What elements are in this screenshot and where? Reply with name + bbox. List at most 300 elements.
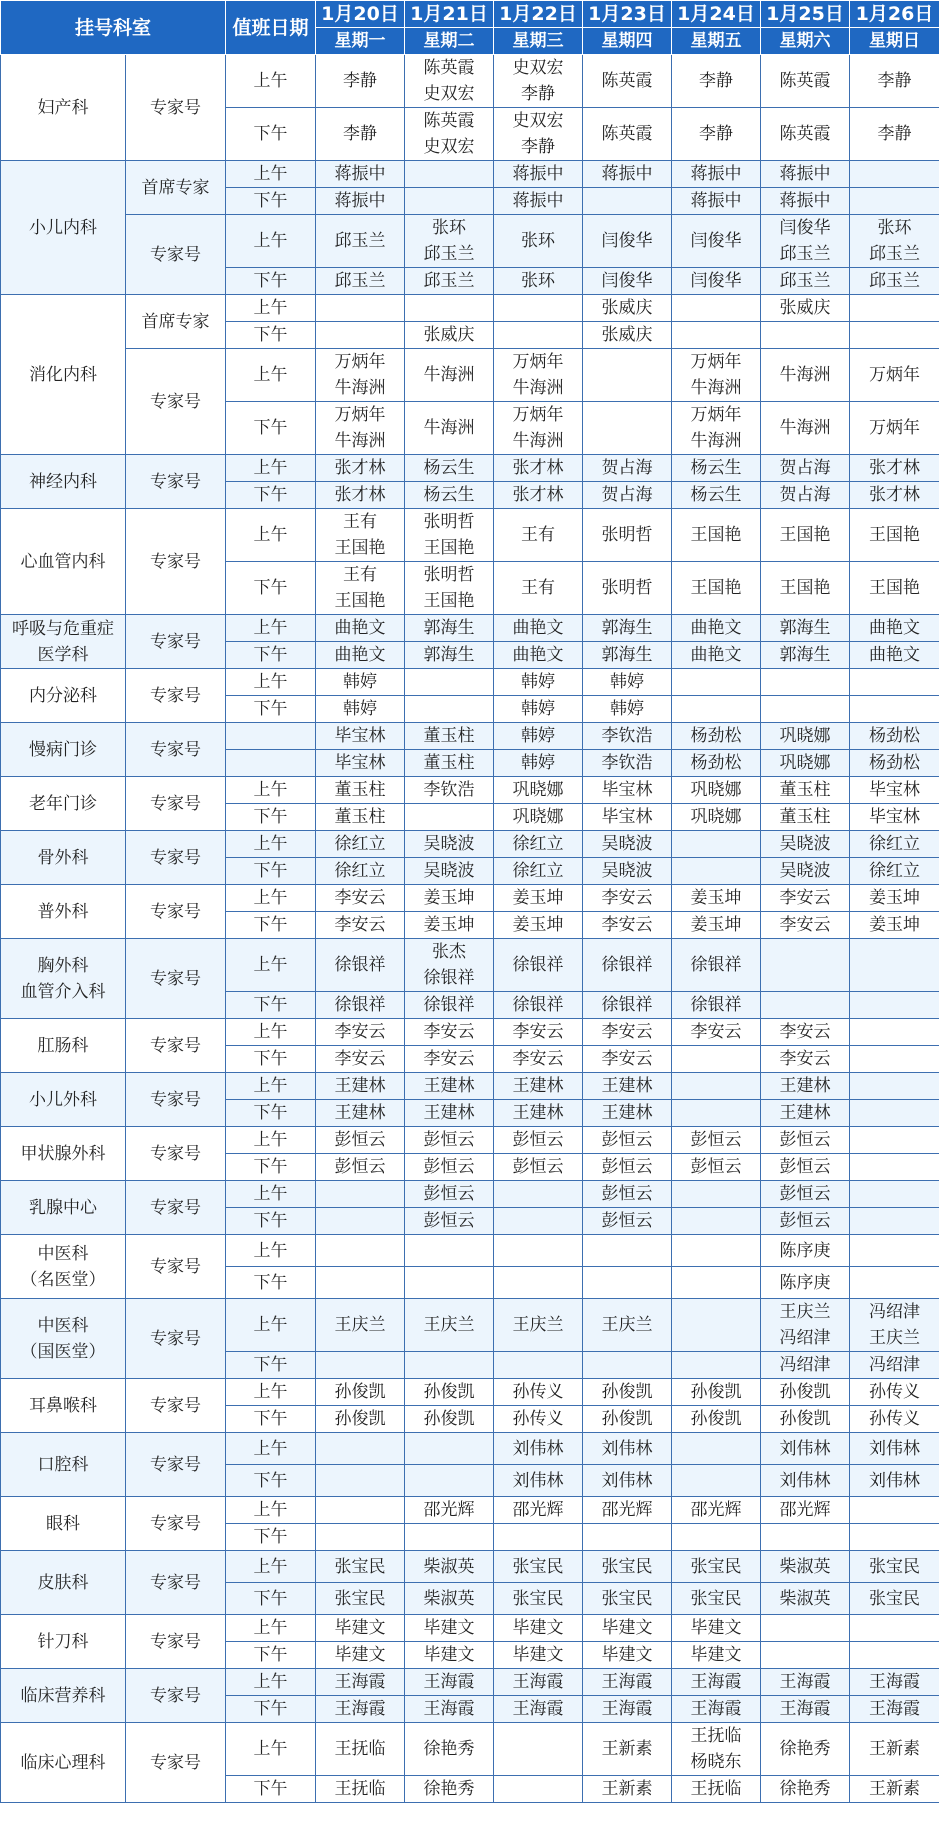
table-row <box>1 1615 939 1642</box>
doctor-cell <box>850 1181 939 1208</box>
doctor-cell: 王建林 <box>494 1073 583 1100</box>
doctor-cell: 邵光辉 <box>494 1497 583 1524</box>
table-row <box>1 1379 939 1406</box>
duty-period: 下午 <box>226 268 316 295</box>
doctor-cell: 张威庆 <box>405 322 494 349</box>
doctor-cell: 李安云 <box>316 1046 405 1073</box>
doctor-cell <box>672 1524 761 1551</box>
department-block <box>1 509 939 615</box>
doctor-cell: 柴淑英 <box>761 1551 850 1583</box>
doctor-cell: 彭恒云 <box>316 1127 405 1154</box>
doctor-cell: 董玉柱 <box>316 804 405 831</box>
doctor-cell: 徐艳秀 <box>405 1776 494 1803</box>
doctor-cell <box>405 1465 494 1497</box>
doctor-cell: 牛海洲 <box>405 402 494 455</box>
doctor-cell: 张才林 <box>494 455 583 482</box>
doctor-cell: 李安云 <box>761 912 850 939</box>
department-block <box>1 1181 939 1235</box>
doctor-cell <box>494 1352 583 1379</box>
doctor-cell <box>583 402 672 455</box>
doctor-cell: 郭海生 <box>761 615 850 642</box>
doctor-cell: 彭恒云 <box>583 1181 672 1208</box>
doctor-cell: 王有 王国艳 <box>316 509 405 562</box>
doctor-cell: 陈序庚 <box>761 1235 850 1267</box>
doctor-cell: 巩晓娜 <box>672 804 761 831</box>
duty-period: 上午 <box>226 777 316 804</box>
doctor-cell: 姜玉坤 <box>850 885 939 912</box>
department-block <box>1 1669 939 1723</box>
doctor-cell: 郭海生 <box>405 642 494 669</box>
duty-period: 下午 <box>226 1154 316 1181</box>
doctor-cell: 杨云生 <box>672 455 761 482</box>
doctor-cell: 孙俊凯 <box>761 1406 850 1433</box>
doctor-cell: 冯绍津 <box>761 1352 850 1379</box>
doctor-cell <box>316 1352 405 1379</box>
doctor-cell <box>405 1433 494 1465</box>
duty-period: 上午 <box>226 1019 316 1046</box>
doctor-cell: 张宝民 <box>494 1583 583 1615</box>
doctor-cell: 姜玉坤 <box>850 912 939 939</box>
duty-date-header: 值班日期 <box>226 1 316 55</box>
duty-period: 上午 <box>226 1433 316 1465</box>
duty-period: 下午 <box>226 322 316 349</box>
doctor-cell: 毕宝林 <box>583 777 672 804</box>
department-name: 小儿内科 <box>1 161 126 295</box>
doctor-cell: 蒋振中 <box>316 161 405 188</box>
doctor-cell <box>850 1267 939 1299</box>
doctor-cell: 郭海生 <box>583 642 672 669</box>
department-block <box>1 885 939 939</box>
table-row <box>1 161 939 188</box>
doctor-cell: 柴淑英 <box>761 1583 850 1615</box>
doctor-cell: 吴晓波 <box>583 831 672 858</box>
registration-type: 专家号 <box>126 1433 226 1497</box>
doctor-cell <box>494 322 583 349</box>
doctor-cell <box>672 1181 761 1208</box>
doctor-cell: 韩婷 <box>316 696 405 723</box>
doctor-cell <box>316 1497 405 1524</box>
doctor-cell: 李静 <box>850 108 939 161</box>
doctor-cell: 刘伟林 <box>583 1433 672 1465</box>
doctor-cell <box>583 349 672 402</box>
doctor-cell: 毕宝林 <box>583 804 672 831</box>
doctor-cell: 蒋振中 <box>316 188 405 215</box>
doctor-cell: 孙俊凯 <box>316 1379 405 1406</box>
doctor-cell: 吴晓波 <box>761 858 850 885</box>
doctor-cell <box>850 1615 939 1642</box>
doctor-cell: 徐银祥 <box>405 992 494 1019</box>
doctor-cell: 王海霞 <box>672 1669 761 1696</box>
department-name: 呼吸与危重症 医学科 <box>1 615 126 669</box>
doctor-cell: 毕建文 <box>583 1642 672 1669</box>
doctor-cell: 邵光辉 <box>672 1497 761 1524</box>
doctor-cell: 王海霞 <box>761 1669 850 1696</box>
doctor-cell: 徐艳秀 <box>761 1723 850 1776</box>
duty-period: 下午 <box>226 1100 316 1127</box>
doctor-cell <box>316 1267 405 1299</box>
doctor-cell: 李安云 <box>761 1019 850 1046</box>
doctor-cell: 冯绍津 王庆兰 <box>850 1299 939 1352</box>
doctor-cell: 张宝民 <box>316 1583 405 1615</box>
doctor-cell: 王建林 <box>405 1073 494 1100</box>
doctor-cell: 孙俊凯 <box>316 1406 405 1433</box>
doctor-cell: 李安云 <box>761 885 850 912</box>
doctor-cell: 邱玉兰 <box>405 268 494 295</box>
doctor-cell: 王抚临 <box>316 1723 405 1776</box>
duty-period: 下午 <box>226 1046 316 1073</box>
doctor-cell <box>494 1181 583 1208</box>
doctor-cell: 万炳年 牛海洲 <box>494 349 583 402</box>
doctor-cell: 彭恒云 <box>583 1127 672 1154</box>
doctor-cell <box>494 1267 583 1299</box>
doctor-cell: 王海霞 <box>850 1669 939 1696</box>
doctor-cell <box>316 1181 405 1208</box>
doctor-cell: 曲艳文 <box>494 642 583 669</box>
doctor-cell: 王海霞 <box>672 1696 761 1723</box>
doctor-cell <box>672 1433 761 1465</box>
doctor-cell: 李钦浩 <box>583 750 672 777</box>
weekday-header: 星期六 <box>761 28 850 55</box>
department-name: 眼科 <box>1 1497 126 1551</box>
doctor-cell <box>761 669 850 696</box>
doctor-cell: 张环 邱玉兰 <box>405 215 494 268</box>
doctor-cell <box>761 322 850 349</box>
registration-type: 专家号 <box>126 1127 226 1181</box>
doctor-cell: 杨云生 <box>405 482 494 509</box>
doctor-cell: 刘伟林 <box>494 1433 583 1465</box>
duty-period: 上午 <box>226 455 316 482</box>
doctor-cell: 姜玉坤 <box>494 885 583 912</box>
doctor-cell <box>583 188 672 215</box>
doctor-cell: 王国艳 <box>761 562 850 615</box>
doctor-cell: 张环 邱玉兰 <box>850 215 939 268</box>
doctor-cell: 张威庆 <box>583 295 672 322</box>
doctor-cell: 陈英霞 <box>583 108 672 161</box>
doctor-cell: 孙俊凯 <box>672 1406 761 1433</box>
department-name: 中医科 （名医堂） <box>1 1235 126 1299</box>
doctor-cell: 徐银祥 <box>583 939 672 992</box>
doctor-cell: 万炳年 牛海洲 <box>494 402 583 455</box>
table-row <box>1 615 939 642</box>
doctor-cell <box>850 1100 939 1127</box>
doctor-cell: 徐银祥 <box>316 992 405 1019</box>
doctor-cell: 张才林 <box>316 482 405 509</box>
doctor-cell: 王庆兰 冯绍津 <box>761 1299 850 1352</box>
doctor-cell: 王海霞 <box>850 1696 939 1723</box>
department-block <box>1 1073 939 1127</box>
department-block <box>1 777 939 831</box>
doctor-cell: 柴淑英 <box>405 1551 494 1583</box>
table-row <box>1 349 939 402</box>
duty-period: 下午 <box>226 1642 316 1669</box>
doctor-cell: 杨劲松 <box>672 750 761 777</box>
doctor-cell: 巩晓娜 <box>761 750 850 777</box>
table-row <box>1 723 939 750</box>
department-block <box>1 55 939 161</box>
doctor-cell: 王有 <box>494 509 583 562</box>
doctor-cell: 王国艳 <box>672 509 761 562</box>
doctor-cell: 刘伟林 <box>583 1465 672 1497</box>
doctor-cell: 冯绍津 <box>850 1352 939 1379</box>
department-block <box>1 1433 939 1497</box>
duty-period: 下午 <box>226 1267 316 1299</box>
table-header <box>1 1 939 55</box>
doctor-cell: 王海霞 <box>494 1669 583 1696</box>
department-name: 老年门诊 <box>1 777 126 831</box>
doctor-cell: 张宝民 <box>672 1583 761 1615</box>
doctor-cell: 王新素 <box>583 1776 672 1803</box>
doctor-cell: 徐红立 <box>850 858 939 885</box>
table-row <box>1 215 939 268</box>
doctor-cell <box>672 669 761 696</box>
doctor-cell: 王海霞 <box>583 1669 672 1696</box>
duty-period: 下午 <box>226 562 316 615</box>
registration-type: 专家号 <box>126 1299 226 1379</box>
registration-type: 专家号 <box>126 215 226 295</box>
doctor-cell: 王抚临 <box>316 1776 405 1803</box>
doctor-cell: 徐银祥 <box>672 939 761 992</box>
doctor-cell: 毕建文 <box>316 1615 405 1642</box>
weekday-header: 星期五 <box>672 28 761 55</box>
doctor-cell <box>850 161 939 188</box>
doctor-cell: 贺占海 <box>583 455 672 482</box>
doctor-cell: 姜玉坤 <box>494 912 583 939</box>
doctor-cell: 蒋振中 <box>672 188 761 215</box>
doctor-cell: 邱玉兰 <box>850 268 939 295</box>
doctor-cell <box>672 1100 761 1127</box>
doctor-cell: 孙传义 <box>494 1406 583 1433</box>
doctor-cell: 毕建文 <box>494 1642 583 1669</box>
duty-period: 上午 <box>226 509 316 562</box>
doctor-cell: 彭恒云 <box>494 1127 583 1154</box>
date-header: 1月21日 <box>405 1 494 28</box>
duty-period: 上午 <box>226 1299 316 1352</box>
doctor-cell: 王海霞 <box>583 1696 672 1723</box>
doctor-cell <box>672 1235 761 1267</box>
duty-period: 下午 <box>226 1696 316 1723</box>
doctor-cell: 王建林 <box>316 1100 405 1127</box>
duty-period: 上午 <box>226 885 316 912</box>
doctor-cell: 彭恒云 <box>583 1208 672 1235</box>
doctor-cell: 闫俊华 邱玉兰 <box>761 215 850 268</box>
department-name: 消化内科 <box>1 295 126 455</box>
registration-type: 专家号 <box>126 1073 226 1127</box>
doctor-cell: 邱玉兰 <box>316 215 405 268</box>
doctor-cell: 曲艳文 <box>850 642 939 669</box>
department-block <box>1 1615 939 1669</box>
doctor-cell: 吴晓波 <box>583 858 672 885</box>
registration-type: 专家号 <box>126 455 226 509</box>
duty-period: 下午 <box>226 696 316 723</box>
doctor-cell: 陈序庚 <box>761 1267 850 1299</box>
doctor-cell <box>761 1524 850 1551</box>
doctor-cell: 李安云 <box>583 885 672 912</box>
doctor-cell: 邱玉兰 <box>761 268 850 295</box>
doctor-cell: 李钦浩 <box>405 777 494 804</box>
doctor-cell: 孙俊凯 <box>672 1379 761 1406</box>
duty-period: 上午 <box>226 215 316 268</box>
doctor-cell: 刘伟林 <box>850 1433 939 1465</box>
table-row <box>1 1235 939 1267</box>
doctor-cell <box>850 992 939 1019</box>
doctor-cell: 陈英霞 史双宏 <box>405 108 494 161</box>
registration-type: 专家号 <box>126 939 226 1019</box>
doctor-cell <box>850 1235 939 1267</box>
doctor-cell: 邱玉兰 <box>316 268 405 295</box>
duty-period: 上午 <box>226 55 316 108</box>
department-name: 乳腺中心 <box>1 1181 126 1235</box>
department-block <box>1 455 939 509</box>
doctor-cell: 毕宝林 <box>316 723 405 750</box>
department-block <box>1 723 939 777</box>
doctor-cell: 杨云生 <box>672 482 761 509</box>
registration-type: 专家号 <box>126 1615 226 1669</box>
doctor-cell <box>672 696 761 723</box>
department-name: 肛肠科 <box>1 1019 126 1073</box>
doctor-cell: 牛海洲 <box>761 402 850 455</box>
doctor-cell <box>850 1642 939 1669</box>
doctor-cell: 毕建文 <box>583 1615 672 1642</box>
registration-type: 专家号 <box>126 1551 226 1615</box>
doctor-cell: 王新素 <box>850 1723 939 1776</box>
doctor-cell <box>850 1046 939 1073</box>
doctor-cell: 蒋振中 <box>583 161 672 188</box>
doctor-cell: 王国艳 <box>672 562 761 615</box>
doctor-cell <box>316 1465 405 1497</box>
doctor-cell: 彭恒云 <box>672 1154 761 1181</box>
doctor-cell: 姜玉坤 <box>672 912 761 939</box>
duty-period: 上午 <box>226 615 316 642</box>
doctor-cell: 陈英霞 <box>761 108 850 161</box>
dept-header: 挂号科室 <box>1 1 226 55</box>
table-row <box>1 939 939 992</box>
doctor-cell: 吴晓波 <box>405 831 494 858</box>
doctor-cell: 张杰 徐银祥 <box>405 939 494 992</box>
doctor-cell: 万炳年 牛海洲 <box>672 349 761 402</box>
doctor-cell: 王海霞 <box>405 1696 494 1723</box>
doctor-cell <box>494 1776 583 1803</box>
doctor-cell: 李安云 <box>583 1019 672 1046</box>
doctor-cell: 闫俊华 <box>672 268 761 295</box>
doctor-cell: 曲艳文 <box>672 642 761 669</box>
duty-period: 上午 <box>226 1551 316 1583</box>
table-row <box>1 55 939 108</box>
doctor-cell: 李静 <box>672 55 761 108</box>
doctor-cell <box>405 696 494 723</box>
date-header: 1月23日 <box>583 1 672 28</box>
doctor-cell: 张明哲 <box>583 509 672 562</box>
department-name: 针刀科 <box>1 1615 126 1669</box>
doctor-cell: 张明哲 <box>583 562 672 615</box>
doctor-cell: 毕宝林 <box>850 804 939 831</box>
doctor-cell: 吴晓波 <box>405 858 494 885</box>
duty-period: 下午 <box>226 1406 316 1433</box>
doctor-cell <box>672 1267 761 1299</box>
doctor-cell <box>850 295 939 322</box>
department-name: 普外科 <box>1 885 126 939</box>
duty-period: 下午 <box>226 108 316 161</box>
doctor-cell: 史双宏 李静 <box>494 108 583 161</box>
doctor-cell: 张宝民 <box>672 1551 761 1583</box>
doctor-cell: 蒋振中 <box>761 188 850 215</box>
registration-type: 专家号 <box>126 509 226 615</box>
doctor-cell: 王建林 <box>494 1100 583 1127</box>
duty-period: 上午 <box>226 1497 316 1524</box>
registration-type: 首席专家 <box>126 161 226 215</box>
department-name: 临床营养科 <box>1 1669 126 1723</box>
duty-period: 上午 <box>226 1235 316 1267</box>
doctor-cell: 巩晓娜 <box>494 777 583 804</box>
doctor-cell: 王新素 <box>850 1776 939 1803</box>
doctor-cell: 蒋振中 <box>494 188 583 215</box>
doctor-cell: 毕建文 <box>405 1642 494 1669</box>
registration-type: 专家号 <box>126 615 226 669</box>
table-row <box>1 669 939 696</box>
doctor-cell: 闫俊华 <box>583 215 672 268</box>
doctor-cell: 张宝民 <box>583 1583 672 1615</box>
doctor-cell: 王建林 <box>583 1073 672 1100</box>
doctor-cell: 王新素 <box>583 1723 672 1776</box>
doctor-cell: 孙传义 <box>494 1379 583 1406</box>
registration-type: 专家号 <box>126 1019 226 1073</box>
department-name: 耳鼻喉科 <box>1 1379 126 1433</box>
doctor-cell <box>850 1127 939 1154</box>
doctor-cell: 徐艳秀 <box>761 1776 850 1803</box>
doctor-cell: 张宝民 <box>494 1551 583 1583</box>
duty-period: 上午 <box>226 939 316 992</box>
duty-period: 下午 <box>226 1583 316 1615</box>
doctor-cell: 孙传义 <box>850 1406 939 1433</box>
duty-period: 上午 <box>226 1073 316 1100</box>
doctor-cell: 孙俊凯 <box>583 1379 672 1406</box>
doctor-cell: 万炳年 牛海洲 <box>316 402 405 455</box>
doctor-cell: 徐艳秀 <box>405 1723 494 1776</box>
doctor-cell: 王建林 <box>761 1100 850 1127</box>
doctor-cell: 张才林 <box>850 455 939 482</box>
doctor-cell: 李安云 <box>316 912 405 939</box>
doctor-cell: 万炳年 <box>850 349 939 402</box>
doctor-cell: 董玉柱 <box>761 804 850 831</box>
doctor-cell: 杨劲松 <box>850 723 939 750</box>
table-row <box>1 831 939 858</box>
registration-type: 专家号 <box>126 1235 226 1299</box>
doctor-cell <box>494 1524 583 1551</box>
registration-type: 专家号 <box>126 723 226 777</box>
doctor-cell: 李安云 <box>405 1046 494 1073</box>
department-block <box>1 1235 939 1299</box>
department-name: 骨外科 <box>1 831 126 885</box>
department-name: 内分泌科 <box>1 669 126 723</box>
doctor-cell: 姜玉坤 <box>405 885 494 912</box>
doctor-cell: 王建林 <box>583 1100 672 1127</box>
department-block <box>1 1497 939 1551</box>
doctor-cell <box>405 188 494 215</box>
weekday-header: 星期三 <box>494 28 583 55</box>
doctor-cell: 王庆兰 <box>494 1299 583 1352</box>
department-block <box>1 831 939 885</box>
doctor-cell <box>850 188 939 215</box>
doctor-cell: 李静 <box>316 55 405 108</box>
doctor-cell: 王抚临 <box>672 1776 761 1803</box>
duty-period: 下午 <box>226 188 316 215</box>
doctor-cell: 彭恒云 <box>672 1127 761 1154</box>
doctor-cell: 郭海生 <box>761 642 850 669</box>
doctor-cell <box>583 1352 672 1379</box>
table-row <box>1 455 939 482</box>
doctor-cell <box>405 1352 494 1379</box>
department-name: 中医科 （国医堂） <box>1 1299 126 1379</box>
doctor-cell: 徐红立 <box>850 831 939 858</box>
